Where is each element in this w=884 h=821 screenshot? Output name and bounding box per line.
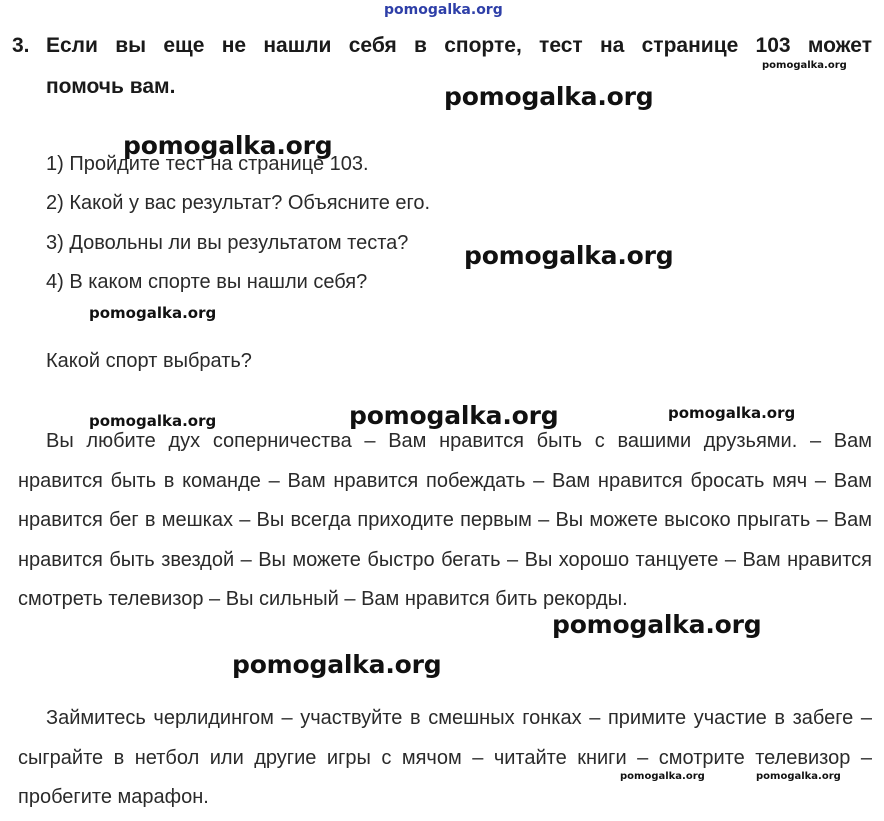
task-line-1: Если вы еще не нашли себя в спорте, тест на странице 103 может [46, 34, 872, 57]
paragraph-activities-text: Вы любите дух соперничества – Вам нравится быть с вашими друзьями. – Вам нравится быть в команде – Вам нравится побеждать – Вам нравится бросать мяч – Вам нравится бег в мешках – Вы всегда приходите первым – Вы можете высоко прыгать – Вам нравится быть звездой – Вы можете быстро бегать – Вы хорошо танцуете – Вам нравится смотреть телевизор – Вы сильный – Вам нравится бить рекорды. [18, 430, 872, 610]
paragraph-recommendations [18, 699, 872, 818]
paragraph-recommendations-text: Займитесь черлидингом – участвуйте в смешных гонках – примите участие в забеге – сыграйте в нетбол или другие игры с мячом – читайте книги – смотрите телевизор – пробегите марафон. [18, 707, 872, 808]
watermark: pomogalka.org [762, 60, 847, 71]
question-2: 2) Какой у вас результат? Объясните его. [46, 192, 431, 214]
watermark: pomogalka.org [552, 610, 762, 639]
watermark: pomogalka.org [464, 241, 674, 270]
watermark: pomogalka.org [89, 304, 217, 322]
watermark: pomogalka.org [620, 771, 705, 782]
watermark: pomogalka.org [232, 650, 442, 679]
watermark: pomogalka.org [89, 412, 217, 430]
question-4: 4) В каком спорте вы нашли себя? [46, 271, 368, 293]
question-3: 3) Довольны ли вы результатом теста? [46, 232, 409, 254]
paragraph-activities [18, 422, 872, 620]
watermark: pomogalka.org [756, 771, 841, 782]
watermark: pomogalka.org [349, 401, 559, 430]
task-line-2: помочь вам. [46, 75, 176, 98]
section-heading: Какой спорт выбрать? [46, 350, 252, 372]
watermark-top: pomogalka.org [384, 2, 503, 18]
watermark: pomogalka.org [668, 404, 796, 422]
watermark: pomogalka.org [444, 82, 654, 111]
question-1: 1) Пройдите тест на странице 103. [46, 153, 369, 175]
task-number: 3. [12, 34, 30, 57]
watermark: pomogalka.org [123, 131, 333, 160]
